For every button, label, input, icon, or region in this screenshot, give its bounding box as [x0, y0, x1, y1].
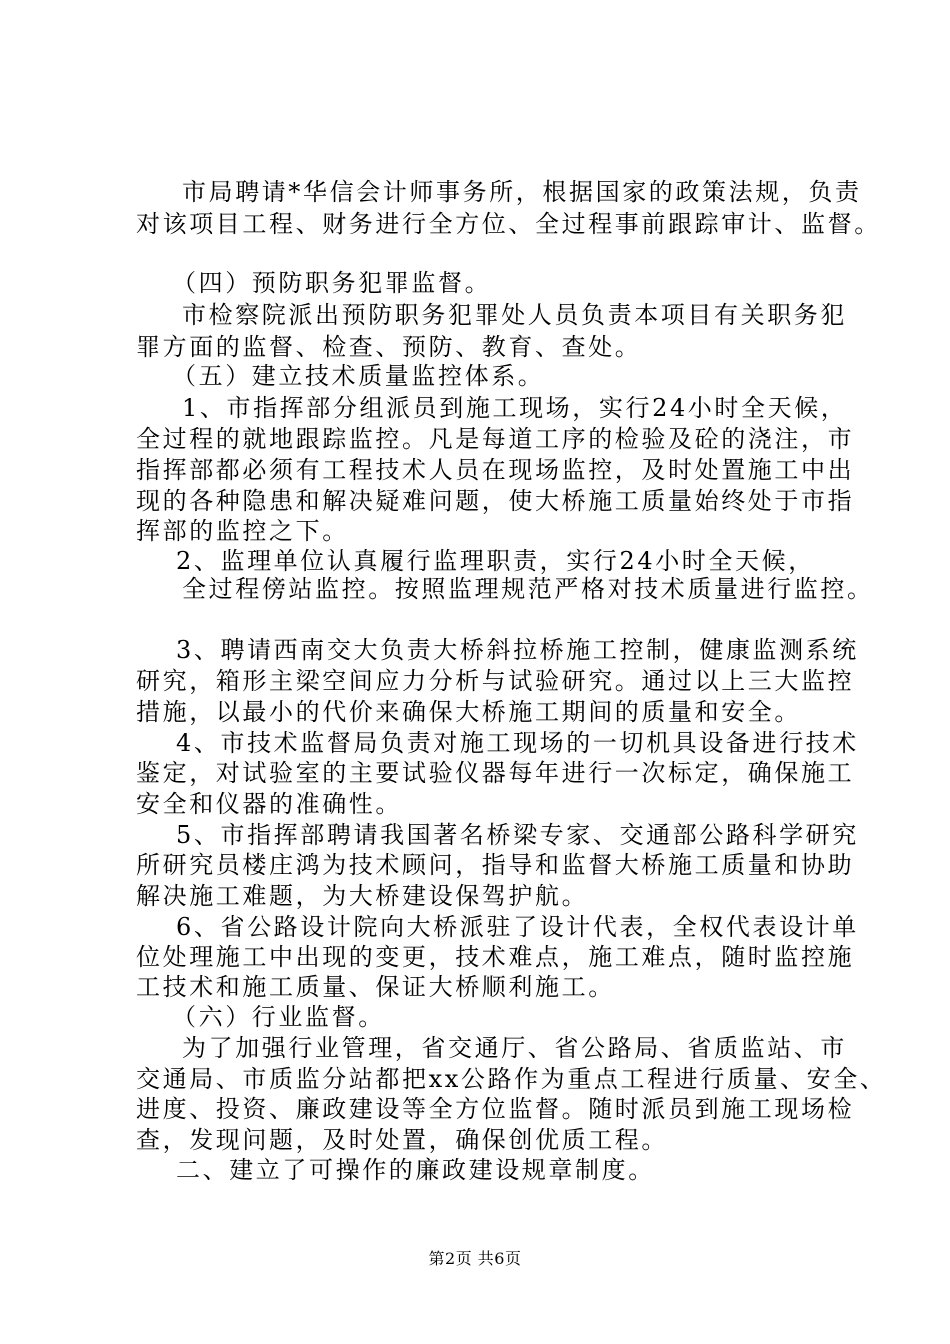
text-line: 为了加强行业管理，省交通厅、省公路局、省质监站、市 — [182, 1034, 847, 1062]
text-line: 挥部的监控之下。 — [136, 517, 349, 545]
text-line: 研究，箱形主梁空间应力分析与试验研究。通过以上三大监控 — [136, 667, 855, 695]
text-line: 位处理施工中出现的变更，技术难点，施工难点，随时监控施 — [136, 943, 855, 971]
text-line: 交通局、市质监分站都把xx公路作为重点工程进行质量、安全、 — [136, 1065, 887, 1093]
section-heading: （四）预防职务犯罪监督。 — [172, 269, 492, 297]
text-line: 查，发现问题，及时处置，确保创优质工程。 — [136, 1126, 668, 1154]
section-heading: （六）行业监督。 — [172, 1003, 385, 1031]
text-line: 4、市技术监督局负责对施工现场的一切机具设备进行技术 — [176, 729, 859, 757]
text-line: 鉴定，对试验室的主要试验仪器每年进行一次标定，确保施工 — [136, 759, 855, 787]
text-line: 罪方面的监督、检查、预防、教育、查处。 — [136, 333, 642, 361]
text-line: 6、省公路设计院向大桥派驻了设计代表，全权代表设计单 — [176, 913, 859, 941]
text-line: 进度、投资、廉政建设等全方位监督。随时派员到施工现场检 — [136, 1095, 855, 1123]
text-line: 对该项目工程、财务进行全方位、全过程事前跟踪审计、监督。 — [136, 210, 881, 238]
text-line: 解决施工难题，为大桥建设保驾护航。 — [136, 882, 589, 910]
text-line: 1、市指挥部分组派员到施工现场，实行24小时全天候， — [182, 394, 848, 422]
page-number-footer: 第2页 共6页 — [428, 1249, 522, 1268]
text-line: 市局聘请*华信会计师事务所，根据国家的政策法规，负责 — [182, 178, 862, 206]
text-line: 3、聘请西南交大负责大桥斜拉桥施工控制，健康监测系统 — [176, 636, 859, 664]
section-heading: 二、建立了可操作的廉政建设规章制度。 — [176, 1156, 655, 1184]
text-line: 指挥部都必须有工程技术人员在现场监控，及时处置施工中出 — [136, 456, 855, 484]
text-line: 全过程傍站监控。按照监理规范严格对技术质量进行监控。 — [182, 575, 874, 603]
text-line: 市检察院派出预防职务犯罪处人员负责本项目有关职务犯 — [182, 301, 847, 329]
section-heading: （五）建立技术质量监控体系。 — [172, 362, 545, 390]
text-line: 安全和仪器的准确性。 — [136, 790, 402, 818]
text-line: 5、市指挥部聘请我国著名桥梁专家、交通部公路科学研究 — [176, 821, 859, 849]
text-line: 所研究员楼庄鸿为技术顾问，指导和监督大桥施工质量和协助 — [136, 851, 855, 879]
text-line: 现的各种隐患和解决疑难问题，使大桥施工质量始终处于市指 — [136, 487, 855, 515]
text-line: 全过程的就地跟踪监控。凡是每道工序的检验及砼的浇注，市 — [136, 425, 855, 453]
text-line: 2、监理单位认真履行监理职责，实行24小时全天候， — [176, 547, 815, 575]
text-line: 措施，以最小的代价来确保大桥施工期间的质量和安全。 — [136, 698, 801, 726]
text-line: 工技术和施工质量、保证大桥顺利施工。 — [136, 973, 615, 1001]
